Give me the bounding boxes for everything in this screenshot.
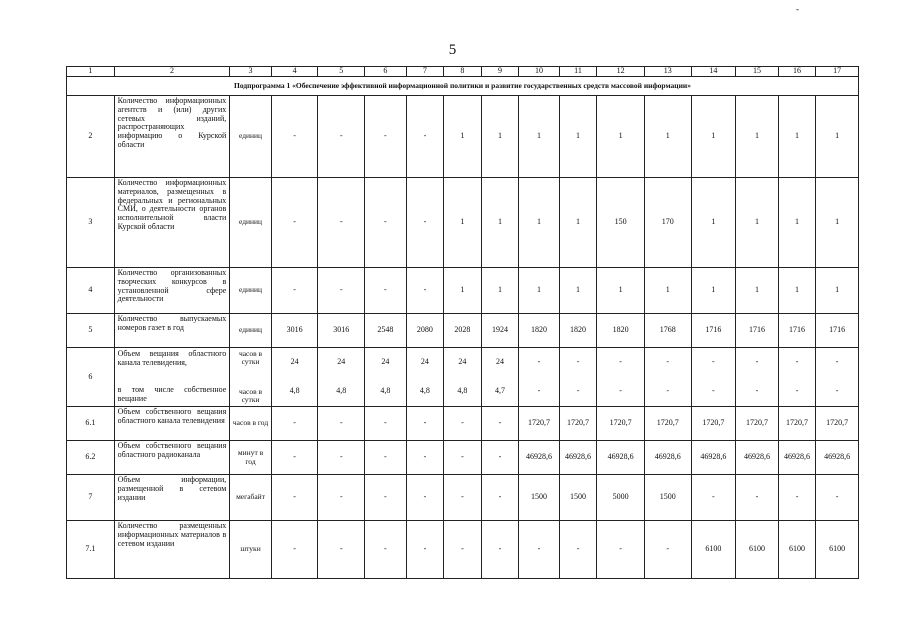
value-cell: 1716 (778, 314, 816, 348)
value-cell: - (406, 407, 444, 441)
unit-label: часов в сутки (238, 349, 263, 367)
value: 24 (381, 357, 390, 367)
value-cell: 1 (597, 268, 645, 314)
value-cell: - (406, 441, 444, 475)
value-cell (444, 348, 482, 407)
unit-label: минут в год (230, 441, 272, 475)
value-cell: 1720,7 (736, 407, 779, 441)
value-cell: - (444, 521, 482, 579)
value-cell: 1 (736, 268, 779, 314)
value-cell: 46928,6 (778, 441, 816, 475)
value: - (537, 357, 541, 367)
value-cell: - (597, 521, 645, 579)
value-cell (519, 348, 560, 407)
value-cell: 170 (644, 178, 691, 268)
value-cell: 1720,7 (597, 407, 645, 441)
value-cell: - (271, 407, 318, 441)
column-header: 2 (114, 67, 230, 77)
indicator-name-cell (114, 348, 230, 407)
value-cell: 150 (597, 178, 645, 268)
column-header: 6 (365, 67, 407, 77)
value-cell: 1 (736, 178, 779, 268)
value-cell: - (318, 178, 365, 268)
value-cell: 1924 (481, 314, 519, 348)
value-cell: - (406, 268, 444, 314)
value-cell: 2548 (365, 314, 407, 348)
value-cell: - (365, 407, 407, 441)
value-cell: 6100 (691, 521, 736, 579)
value-cell (318, 348, 365, 407)
value-cell: 1 (559, 96, 597, 178)
value-cell: 1 (816, 268, 859, 314)
value-cell: 1716 (816, 314, 859, 348)
unit-label: единиц (230, 268, 272, 314)
value-cell: 1 (559, 178, 597, 268)
column-header: 13 (644, 67, 691, 77)
value: - (576, 357, 580, 367)
value-cell: 3016 (271, 314, 318, 348)
value-cell: 1720,7 (778, 407, 816, 441)
value: 24 (290, 357, 299, 367)
table-row (67, 268, 859, 314)
column-header: 10 (519, 67, 560, 77)
value-cell: 1820 (597, 314, 645, 348)
value-cell: 46928,6 (816, 441, 859, 475)
value-cell: 1720,7 (644, 407, 691, 441)
value-cell: - (271, 521, 318, 579)
column-header: 15 (736, 67, 779, 77)
value: 24 (458, 357, 467, 367)
value-cell: 1820 (519, 314, 560, 348)
unit-cell (230, 348, 272, 407)
indicator-name: Количество информационных агентств и (или) других сетевых изданий, распространяющих информацию о Курской области (114, 96, 230, 178)
value-cell (597, 348, 645, 407)
value-cell: - (406, 475, 444, 521)
value-cell: - (481, 521, 519, 579)
value-cell: 1716 (736, 314, 779, 348)
value-cell: 1 (691, 96, 736, 178)
indicator-name: Количество информационных материалов, размещенных в федеральных и региональных СМИ, о деятельности органов исполнительной власти Курской области (114, 178, 230, 268)
value-cell: - (271, 178, 318, 268)
row-number: 7 (67, 475, 115, 521)
value-cell: 1 (444, 268, 482, 314)
value-cell: - (444, 475, 482, 521)
value-cell: 6100 (816, 521, 859, 579)
value-cell: 3016 (318, 314, 365, 348)
indicator-name: Количество выпускаемых номеров газет в год (114, 314, 230, 348)
value-cell (644, 348, 691, 407)
table-row (67, 441, 859, 475)
corner-mark: - (796, 4, 799, 14)
unit-label: штуки (230, 521, 272, 579)
value: 4,8 (289, 386, 300, 396)
row-number: 3 (67, 178, 115, 268)
value-cell (778, 348, 816, 407)
value-cell: - (816, 475, 859, 521)
value-cell: 2028 (444, 314, 482, 348)
value-cell: 46928,6 (597, 441, 645, 475)
value-cell: 1 (778, 96, 816, 178)
value-cell: 1 (519, 268, 560, 314)
value-cell: - (365, 178, 407, 268)
value: 4,8 (457, 386, 468, 396)
value-cell: - (691, 475, 736, 521)
column-header: 7 (406, 67, 444, 77)
value-cell: 1 (519, 96, 560, 178)
value-cell: - (271, 268, 318, 314)
value-cell (406, 348, 444, 407)
value-cell: - (271, 475, 318, 521)
indicator-name: Объем собственного вещания областного радиоканала (114, 441, 230, 475)
value-cell: 1820 (559, 314, 597, 348)
value-cell: 6100 (778, 521, 816, 579)
value: - (835, 357, 839, 367)
value-cell: 46928,6 (559, 441, 597, 475)
value: - (666, 386, 670, 396)
value-cell: - (778, 475, 816, 521)
value-cell: 1 (597, 96, 645, 178)
value: 4,8 (419, 386, 430, 396)
row-number: 4 (67, 268, 115, 314)
value-cell: - (271, 441, 318, 475)
value-cell (691, 348, 736, 407)
value-cell (481, 348, 519, 407)
value-cell: - (318, 521, 365, 579)
value: - (712, 386, 715, 396)
value-cell: - (481, 407, 519, 441)
table-row (67, 348, 859, 407)
value: - (712, 357, 715, 367)
column-header: 17 (816, 67, 859, 77)
value-cell: - (406, 178, 444, 268)
value-cell: 1720,7 (691, 407, 736, 441)
value-cell: - (318, 475, 365, 521)
row-number: 2 (67, 96, 115, 178)
column-header: 14 (691, 67, 736, 77)
value-cell: 1 (816, 178, 859, 268)
value: - (666, 357, 670, 367)
value-cell: - (644, 521, 691, 579)
column-header: 4 (271, 67, 318, 77)
value-cell: 1 (481, 268, 519, 314)
value-cell (736, 348, 779, 407)
value-cell: - (318, 441, 365, 475)
value-cell: 1720,7 (816, 407, 859, 441)
value-cell: - (444, 441, 482, 475)
value-cell: 1 (691, 178, 736, 268)
value-cell: 46928,6 (691, 441, 736, 475)
value: 4,8 (336, 386, 347, 396)
unit-label: единиц (230, 96, 272, 178)
column-header: 5 (318, 67, 365, 77)
value-cell: - (365, 521, 407, 579)
value-cell: 1 (481, 96, 519, 178)
page-number: 5 (448, 42, 457, 58)
value: - (795, 386, 799, 396)
value-cell: 46928,6 (644, 441, 691, 475)
row-number: 6.2 (67, 441, 115, 475)
indicators-table (66, 66, 859, 579)
table-row (67, 521, 859, 579)
value-cell (271, 348, 318, 407)
value-cell: 46928,6 (519, 441, 560, 475)
value-cell: 6100 (736, 521, 779, 579)
value-cell: 1500 (559, 475, 597, 521)
indicator-name: Количество организованных творческих конкурсов в установленной сфере деятельности (114, 268, 230, 314)
value-cell (365, 348, 407, 407)
value-cell: 2080 (406, 314, 444, 348)
value: 4,7 (494, 386, 505, 396)
value: 4,8 (380, 386, 391, 396)
value-cell (816, 348, 859, 407)
value-cell: - (481, 441, 519, 475)
value-cell: 1720,7 (519, 407, 560, 441)
value-cell: 1 (444, 178, 482, 268)
subprogram-row (67, 77, 859, 96)
unit-label: часов в сутки (238, 386, 263, 404)
value-cell: 1 (444, 96, 482, 178)
value: - (795, 357, 799, 367)
unit-label: единиц (230, 314, 272, 348)
value: - (537, 386, 541, 396)
value-cell: 1768 (644, 314, 691, 348)
value: 24 (495, 357, 504, 367)
unit-label: часов в год (230, 407, 272, 441)
value-cell: - (365, 268, 407, 314)
unit-label: единиц (230, 178, 272, 268)
value-cell: 1720,7 (559, 407, 597, 441)
value-cell: - (406, 96, 444, 178)
value-cell: - (406, 521, 444, 579)
value-cell (559, 348, 597, 407)
value-cell: 1 (691, 268, 736, 314)
indicator-name: Количество размещенных информационных материалов в сетевом издании (114, 521, 230, 579)
column-header: 1 (67, 67, 115, 77)
value-cell: 1500 (644, 475, 691, 521)
value: 24 (420, 357, 429, 367)
value-cell: - (318, 407, 365, 441)
column-header: 8 (444, 67, 482, 77)
value-cell: 1 (816, 96, 859, 178)
value-cell: - (519, 521, 560, 579)
value: - (619, 386, 622, 396)
value-cell: 1 (736, 96, 779, 178)
indicator-name: Объем информации, размещенной в сетевом издании (114, 475, 230, 521)
table-row (67, 96, 859, 178)
indicator-name: Объем вещания областного канала телевидения, (117, 349, 227, 367)
subprogram-title: Подпрограмма 1 «Обеспечение эффективной информационной политики и развитие государственных средств массовой информации» (67, 77, 859, 96)
value-cell: - (559, 521, 597, 579)
value-cell: 1 (778, 178, 816, 268)
indicator-subname: в том числе собственное вещание (117, 385, 227, 404)
value-cell: 1 (481, 178, 519, 268)
value-cell: 1 (644, 268, 691, 314)
row-number: 7.1 (67, 521, 115, 579)
value: - (835, 386, 839, 396)
value-cell: - (736, 475, 779, 521)
table-row (67, 178, 859, 268)
value-cell: - (318, 96, 365, 178)
header-row (67, 67, 859, 77)
unit-label: мегабайт (230, 475, 272, 521)
table-row (67, 407, 859, 441)
row-number: 6 (67, 348, 115, 407)
value: 24 (337, 357, 346, 367)
indicator-name: Объем собственного вещания областного канала телевидения (114, 407, 230, 441)
value-cell: 1 (644, 96, 691, 178)
value-cell: - (365, 441, 407, 475)
value: - (576, 386, 580, 396)
value: - (619, 357, 622, 367)
value-cell: 5000 (597, 475, 645, 521)
value-cell: - (271, 96, 318, 178)
row-number: 5 (67, 314, 115, 348)
column-header: 16 (778, 67, 816, 77)
row-number: 6.1 (67, 407, 115, 441)
value-cell: 1716 (691, 314, 736, 348)
value-cell: 46928,6 (736, 441, 779, 475)
table-row (67, 314, 859, 348)
value-cell: 1500 (519, 475, 560, 521)
value-cell: - (365, 475, 407, 521)
value-cell: 1 (519, 178, 560, 268)
column-header: 3 (230, 67, 272, 77)
column-header: 11 (559, 67, 597, 77)
value-cell: - (365, 96, 407, 178)
column-header: 9 (481, 67, 519, 77)
table-row (67, 475, 859, 521)
value-cell: 1 (778, 268, 816, 314)
value: - (755, 357, 759, 367)
value: - (755, 386, 759, 396)
value-cell: - (481, 475, 519, 521)
column-header: 12 (597, 67, 645, 77)
value-cell: - (444, 407, 482, 441)
value-cell: - (318, 268, 365, 314)
value-cell: 1 (559, 268, 597, 314)
